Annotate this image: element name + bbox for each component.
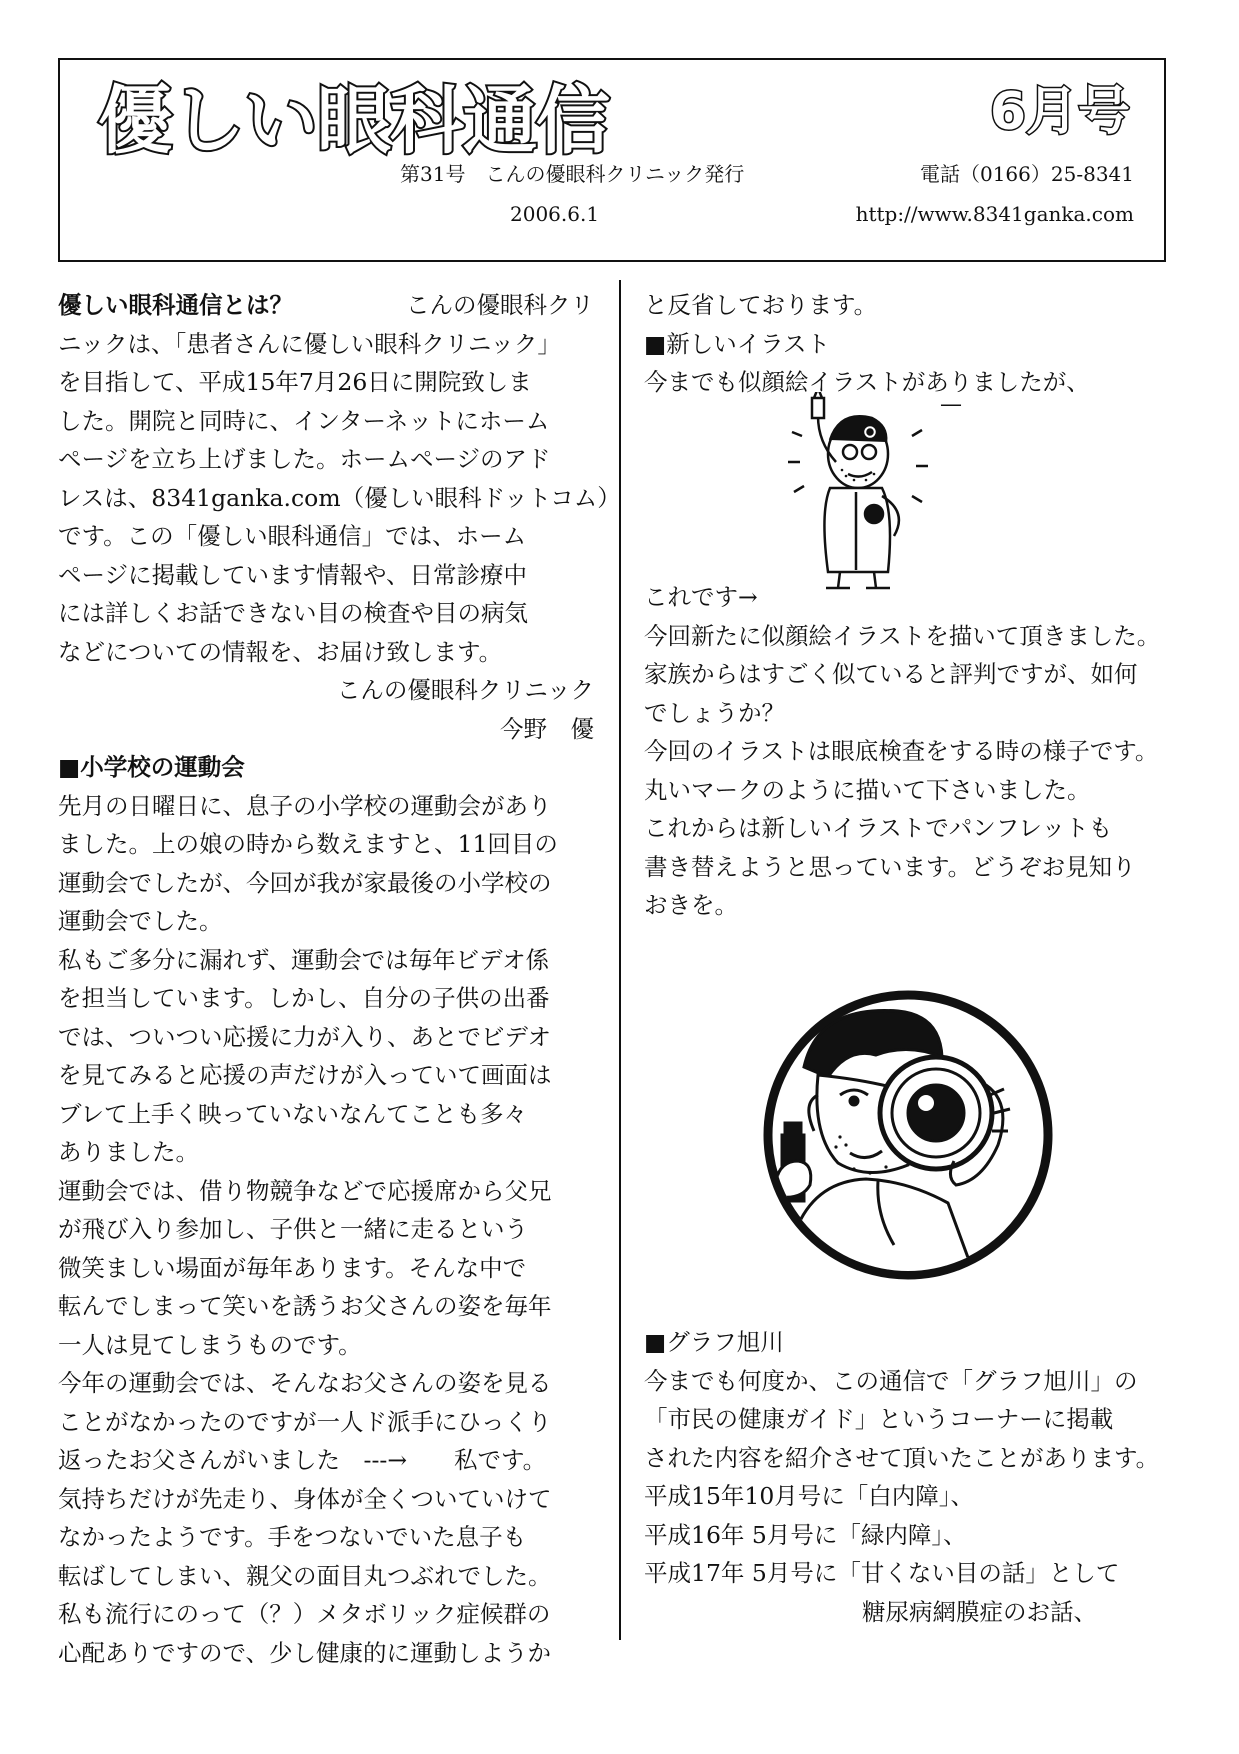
sports-line: 私もご多分に漏れず、運動会では毎年ビデオ係 [58,945,550,974]
sports-line: なかったようです。手をつないでいた息子も [58,1523,527,1551]
intro-line: した。開院と同時に、インターネットにホーム [58,406,550,435]
sports-line: 運動会でした。 [58,907,223,935]
issue-line: 第31号 こんの優眼科クリニック発行 [400,162,745,186]
illust-heading: ■新しいイラスト [644,329,830,358]
doctor-magnifier-illustration [758,985,1058,1285]
intro-line: などについての情報を、お届け致します。 [58,637,503,666]
masthead [58,58,1166,262]
dash-mark: — [940,392,962,417]
right-column-graph [644,1323,1204,1631]
graph-line: 平成16年 5月号に「緑内障」、 [644,1520,967,1549]
sports-line: ブレて上手く映っていないなんてことも多々 [58,1099,528,1128]
sports-line: 返ったお父さんがいました ---→ 私です。 [58,1446,547,1474]
sports-line: を見てみると応援の声だけが入っていて画面は [58,1061,552,1089]
intro-line: ニックは、「患者さんに優しい眼科クリニック」 [58,329,561,358]
sports-heading: ■小学校の運動会 [58,753,245,781]
graph-heading: ■グラフ旭川 [644,1328,784,1356]
graph-line: された内容を紹介させて頂いたことがあります。 [644,1443,1160,1472]
illust-line: 丸いマークのように描いて下さいました。 [644,775,1091,804]
graph-line: 平成15年10月号に「白内障」、 [644,1482,975,1510]
graph-line: 平成17年 5月号に「甘くない目の話」として [644,1559,1120,1587]
illust-line: 家族からはすごく似ていると評判ですが、如何 [644,660,1138,688]
illust-line: 今回新たに似顔絵イラストを描いて頂きました。 [644,621,1161,650]
month-issue: 6月号 [989,82,1130,142]
graph-line: 「市民の健康ガイド」というコーナーに掲載 [644,1405,1114,1433]
sports-line: 運動会でしたが、今回が我が家最後の小学校の [58,868,552,897]
sports-line: 先月の日曜日に、息子の小学校の運動会があり [58,791,552,820]
sports-line: ことがなかったのですが一人ド派手にひっくり [58,1407,552,1436]
sports-line: ました。上の娘の時から数えますと、11回目の [58,830,558,858]
right-column-illust-text [644,578,1204,925]
illust-line: でしょうか？ [644,698,785,727]
sports-line: ありました。 [58,1138,199,1166]
intro-line: を目指して、平成15年7月26日に開院致しま [58,368,532,396]
intro-line: です。この「優しい眼科通信」では、ホーム [58,522,527,550]
intro-heading: 優しい眼科通信とは？ [58,291,293,319]
newsletter-title: 優しい眼科通信 [98,78,609,164]
sports-line: 微笑ましい場面が毎年あります。そんな中で [58,1253,527,1282]
sports-line: 心配ありですので、少し健康的に運動しようか [58,1638,552,1667]
kore-desu: これです→ [644,583,758,611]
graph-line: 今までも何度か、この通信で「グラフ旭川」の [644,1366,1138,1395]
sports-line: では、ついつい応援に力が入り、あとでビデオ [58,1022,552,1051]
sports-line: 気持ちだけが先走り、身体が全くついていけて [58,1484,552,1513]
graph-last-line: 糖尿病網膜症のお話、 [862,1597,1097,1626]
illust-line: 今回のイラストは眼底検査をする時の様子です。 [644,737,1159,765]
sports-line: 転んでしまって笑いを誘うお父さんの姿を毎年 [58,1292,552,1320]
doctor-eyedrop-illustration [770,392,940,592]
sports-line: が飛び入り参加し、子供と一緒に走るという [58,1215,528,1243]
illust-line: おきを。 [644,891,738,919]
illust-line: これからは新しいイラストでパンフレットも [644,814,1113,842]
intro-line: レスは、8341ganka.com（優しい眼科ドットコム） [58,483,621,512]
sports-line: 私も流行にのって（？）メタボリック症候群の [58,1600,551,1628]
sports-line: 今年の運動会では、そんなお父さんの姿を見る [58,1369,552,1397]
left-column [58,286,621,1672]
right-column [644,286,1204,402]
intro-line: には詳しくお話できない目の検査や目の病気 [58,599,528,627]
sports-line: 転ばしてしまい、親父の面目丸つぶれでした。 [58,1561,552,1590]
continued-line: と反省しております。 [644,291,878,319]
intro-line: ページを立ち上げました。ホームページのアド [58,445,551,473]
illust-intro: 今までも似顔絵イラストがありましたが、 [644,368,1090,396]
intro-line: こんの優眼科クリ [406,291,594,319]
signature-clinic: こんの優眼科クリニック [336,676,594,704]
issue-date: 2006.6.1 [510,202,600,226]
sports-line: 一人は見てしまうものです。 [58,1330,362,1359]
intro-line: ページに掲載しています情報や、日常診療中 [58,560,528,589]
signature-name: 今野 優 [500,714,594,743]
sports-line: 運動会では、借り物競争などで応援席から父兄 [58,1176,552,1205]
phone: 電話（0166）25-8341 [919,162,1134,186]
illust-line: 書き替えようと思っています。どうぞお見知り [644,852,1136,881]
sports-line: を担当しています。しかし、自分の子供の出番 [58,984,550,1012]
website-url[interactable]: http://www.8341ganka.com [855,202,1134,226]
